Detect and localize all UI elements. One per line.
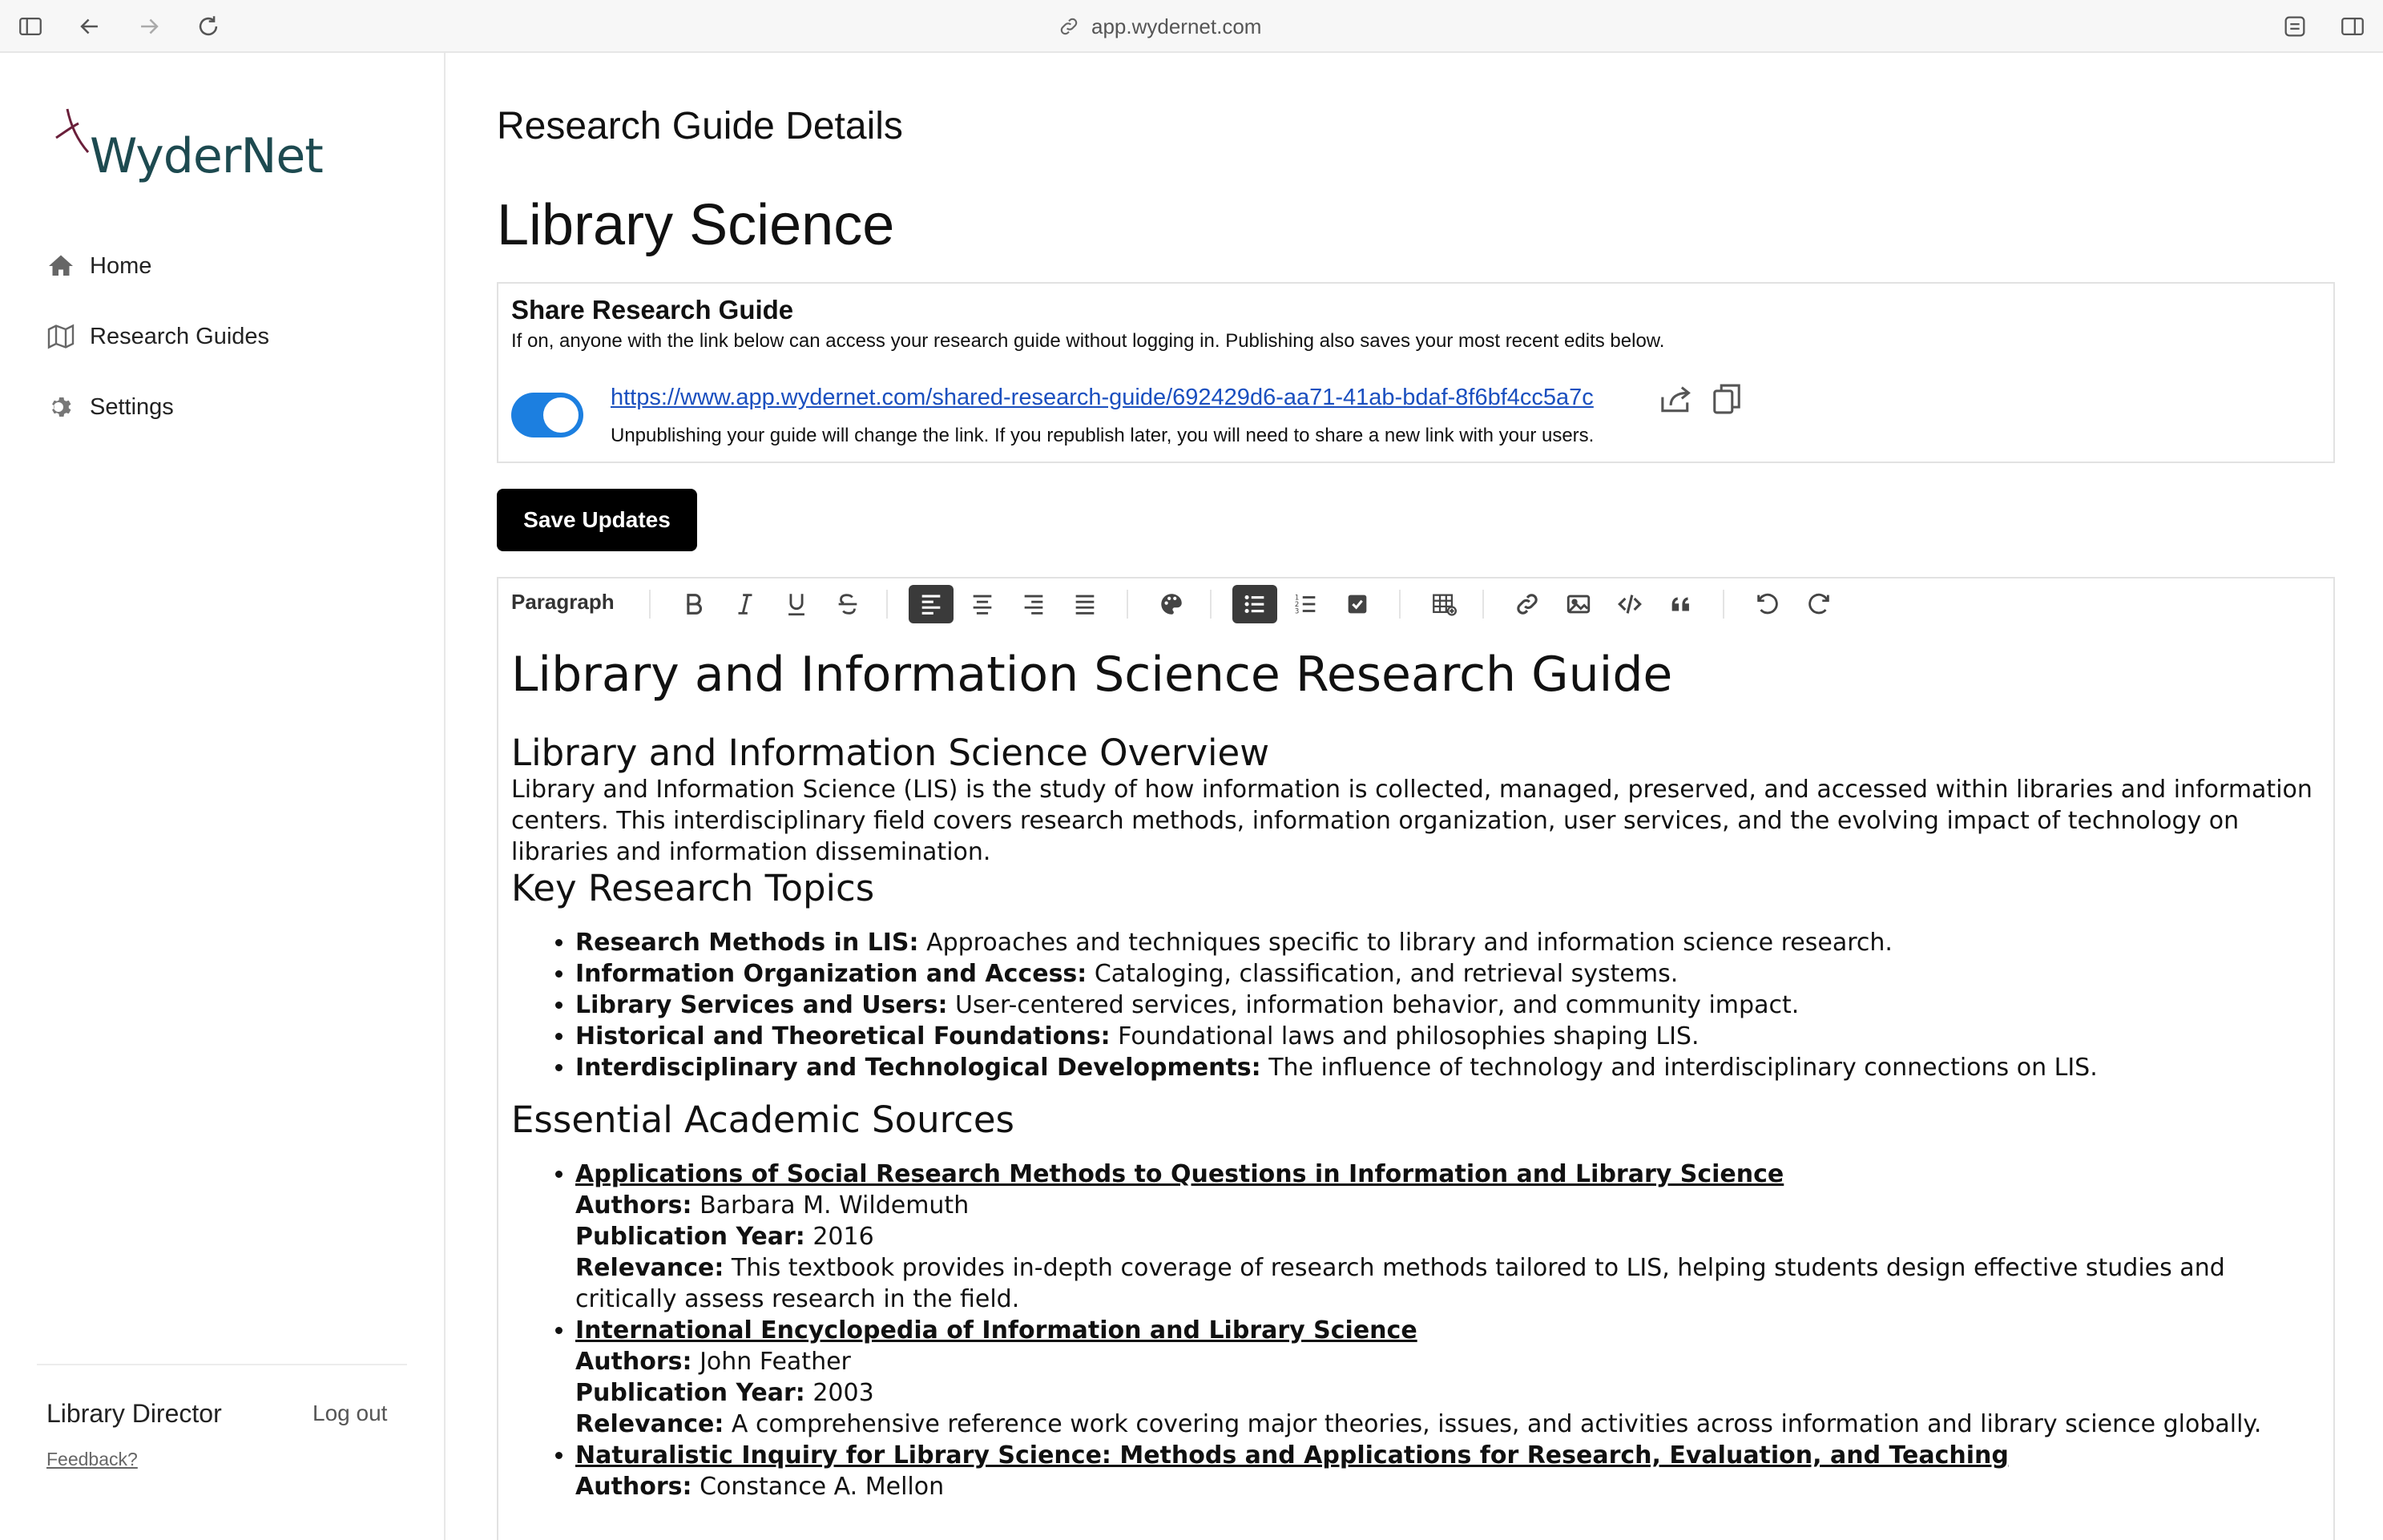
year-label: Publication Year:	[575, 1379, 805, 1407]
undo-icon[interactable]	[1745, 585, 1790, 623]
address-bar[interactable]	[1058, 11, 1261, 42]
svg-text:1: 1	[1294, 594, 1300, 603]
browser-toolbar	[0, 0, 2383, 53]
authors-label: Authors:	[575, 1473, 692, 1501]
url-text: app.wydernet.com	[1091, 14, 1262, 38]
page-title: Research Guide Details	[497, 105, 903, 147]
source-authors: Barbara M. Wildemuth	[692, 1191, 970, 1220]
doc-title: Library and Information Science Research Guide	[511, 647, 1673, 703]
share-note: Unpublishing your guide will change the link. If you republish later, you will need to share a new link with your users.	[611, 425, 1595, 446]
quote-icon[interactable]	[1659, 585, 1704, 623]
list-item	[575, 1315, 2322, 1440]
year-label: Publication Year:	[575, 1223, 805, 1251]
source-relevance: This textbook provides in-depth coverage of research methods tailored to LIS, helping students design effective studies and critically assess research in the field.	[575, 1254, 2225, 1313]
sidebar	[0, 53, 446, 1540]
numbered-list-icon[interactable]	[1284, 585, 1329, 623]
italic-icon[interactable]	[723, 585, 768, 623]
feedback-link[interactable]: Feedback?	[46, 1449, 138, 1469]
align-left-icon[interactable]	[909, 585, 954, 623]
sidebar-item-label: Home	[90, 252, 152, 279]
sidebar-divider	[37, 1364, 407, 1365]
topic-term: Information Organization and Access:	[575, 960, 1087, 988]
reload-icon[interactable]	[191, 10, 226, 43]
topic-term: Interdisciplinary and Technological Developments:	[575, 1054, 1261, 1082]
svg-text:3: 3	[1294, 607, 1300, 616]
split-view-icon[interactable]	[2335, 10, 2370, 43]
topics-list	[575, 927, 2322, 1083]
list-item	[575, 1052, 2322, 1083]
copy-icon[interactable]	[1710, 381, 1744, 417]
list-item	[575, 958, 2322, 990]
topic-desc: Foundational laws and philosophies shaping LIS.	[1110, 1022, 1700, 1050]
text-color-palette-icon[interactable]	[1149, 585, 1194, 623]
relevance-label: Relevance:	[575, 1410, 724, 1438]
toolbar-divider	[1399, 590, 1401, 619]
topic-term: Historical and Theoretical Foundations:	[575, 1022, 1111, 1050]
sidebar-item-settings[interactable]	[46, 386, 269, 428]
sidebar-toggle-icon[interactable]	[13, 10, 48, 43]
toolbar-divider	[649, 590, 651, 619]
overview-heading: Library and Information Science Overview	[511, 732, 1270, 774]
sidebar-nav	[46, 245, 269, 457]
source-title-link[interactable]: Applications of Social Research Methods to Questions in Information and Library Science	[575, 1160, 1784, 1188]
topics-heading: Key Research Topics	[511, 867, 875, 909]
list-item	[575, 1440, 2322, 1502]
sidebar-item-research-guides[interactable]	[46, 316, 269, 357]
list-item	[575, 1159, 2322, 1315]
strikethrough-icon[interactable]	[825, 585, 870, 623]
logout-link[interactable]: Log out	[312, 1401, 388, 1425]
back-arrow-icon[interactable]	[72, 10, 107, 43]
align-justify-icon[interactable]	[1062, 585, 1107, 623]
map-icon	[46, 322, 75, 351]
align-center-icon[interactable]	[960, 585, 1005, 623]
checklist-icon[interactable]	[1335, 585, 1380, 623]
topic-term: Research Methods in LIS:	[575, 929, 919, 957]
share-link[interactable]: https://www.app.wydernet.com/shared-research-guide/692429d6-aa71-41ab-bdaf-8f6bf4cc5a7c	[611, 385, 1594, 410]
align-right-icon[interactable]	[1011, 585, 1056, 623]
rich-text-editor[interactable]	[497, 577, 2335, 1540]
share-panel	[497, 282, 2335, 463]
sidebar-item-home[interactable]	[46, 245, 269, 287]
save-updates-button[interactable]: Save Updates	[497, 489, 697, 551]
share-title: Share Research Guide	[511, 295, 794, 325]
editor-toolbar	[498, 579, 2333, 630]
toolbar-divider	[1482, 590, 1484, 619]
redo-icon[interactable]	[1796, 585, 1841, 623]
svg-text:2: 2	[1294, 600, 1300, 609]
share-description: If on, anyone with the link below can access your research guide without logging in. Publishing also saves your most recent edits below.	[511, 330, 1665, 352]
topic-desc: The influence of technology and interdisciplinary connections on LIS.	[1260, 1054, 2098, 1082]
topic-term: Library Services and Users:	[575, 991, 948, 1019]
authors-label: Authors:	[575, 1348, 692, 1376]
topic-desc: User-centered services, information behavior, and community impact.	[947, 991, 1800, 1019]
sources-list	[575, 1159, 2322, 1502]
source-year: 2016	[804, 1223, 874, 1251]
sidebar-item-label: Settings	[90, 393, 174, 420]
source-authors: Constance A. Mellon	[692, 1473, 945, 1501]
toolbar-divider	[1127, 590, 1128, 619]
share-icon[interactable]	[1657, 383, 1696, 417]
guide-title: Library Science	[497, 193, 895, 257]
toggle-knob	[543, 397, 579, 433]
block-type-select[interactable]: Paragraph	[511, 590, 615, 614]
bold-icon[interactable]	[671, 585, 716, 623]
list-item	[575, 990, 2322, 1021]
source-title-link[interactable]: Naturalistic Inquiry for Library Science: Methods and Applications for Research, Evaluation, and Teaching	[575, 1441, 2009, 1469]
gear-icon	[46, 393, 75, 421]
reader-icon[interactable]	[2277, 10, 2312, 43]
toolbar-divider	[1723, 590, 1724, 619]
image-icon[interactable]	[1556, 585, 1601, 623]
publish-toggle[interactable]	[511, 393, 583, 437]
bullet-list-icon[interactable]	[1232, 585, 1277, 623]
link-icon	[1058, 15, 1080, 38]
relevance-label: Relevance:	[575, 1254, 724, 1282]
source-relevance: A comprehensive reference work covering major theories, issues, and activities across information and library science globally.	[724, 1410, 2262, 1438]
toolbar-divider	[886, 590, 888, 619]
main-content	[497, 53, 2335, 1540]
topic-desc: Cataloging, classification, and retrieval systems.	[1087, 960, 1679, 988]
user-name: Library Director	[46, 1399, 222, 1428]
source-year: 2003	[804, 1379, 874, 1407]
sources-heading: Essential Academic Sources	[511, 1099, 1015, 1141]
sidebar-item-label: Research Guides	[90, 323, 270, 349]
underline-icon[interactable]	[774, 585, 819, 623]
home-icon	[46, 252, 75, 280]
link-icon[interactable]	[1505, 585, 1550, 623]
overview-paragraph: Library and Information Science (LIS) is the study of how information is collected, managed, preserved, and accessed within libraries and information centers. This interdisciplinary field covers research methods, information organization, user services, and the evolving impact of technology on libraries and information dissemination.	[511, 776, 2312, 866]
authors-label: Authors:	[575, 1191, 692, 1220]
table-icon[interactable]	[1421, 585, 1466, 623]
source-title-link[interactable]: International Encyclopedia of Information and Library Science	[575, 1316, 1417, 1344]
editor-content[interactable]	[511, 646, 2322, 1518]
source-authors: John Feather	[692, 1348, 851, 1376]
toolbar-divider	[1210, 590, 1212, 619]
code-icon[interactable]	[1607, 585, 1652, 623]
logo-text: WyderNet	[90, 128, 323, 184]
list-item	[575, 1021, 2322, 1052]
forward-arrow-icon[interactable]	[131, 10, 167, 43]
list-item	[575, 927, 2322, 958]
wydernet-logo[interactable]	[50, 106, 323, 194]
topic-desc: Approaches and techniques specific to library and information science research.	[918, 929, 1893, 957]
